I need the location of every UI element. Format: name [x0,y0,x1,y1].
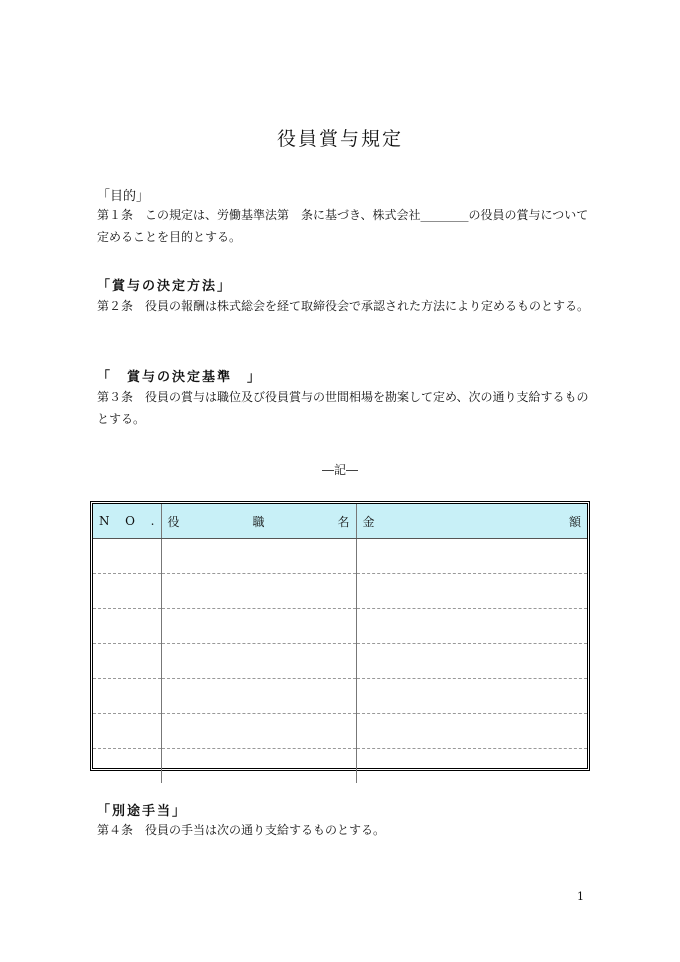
table-cell [161,539,356,574]
bonus-table [90,501,590,771]
table-cell [93,609,161,644]
table-cell [356,644,587,679]
section-heading-decision-method: 「賞与の決定方法」 [97,279,233,294]
column-header-amount [356,504,587,539]
article-2: 第２条 役員の報酬は株式総会を経て取締役会で承認された方法により定めるものとする。 [97,299,590,313]
table-cell [356,539,587,574]
document-title: 役員賞与規定 [276,128,403,150]
table-cell [161,644,356,679]
section-heading-allowance: 「別途手当」 [97,804,188,819]
page-number: 1 [577,890,584,903]
table-cell [93,714,161,749]
table-cell [93,574,161,609]
article-4: 第４条 役員の手当は次の通り支給するものとする。 [97,823,386,837]
table-cell [93,644,161,679]
section-heading-decision-criteria: 「 賞与の決定基準 」 [97,370,263,385]
table-row [93,714,587,749]
header-char: N [99,514,110,528]
section-heading-purpose: 「目的」 [97,189,150,204]
table-cell [356,679,587,714]
table-row [93,749,587,784]
table-row [93,609,587,644]
table-cell [93,749,161,784]
table-cell [161,714,356,749]
header-char: 名 [337,514,350,529]
article-3: 第３条 役員の賞与は職位及び役員賞与の世間相場を勘案して定め、次の通り支給するものとする。 [97,390,589,426]
table-row [93,574,587,609]
table-row [93,679,587,714]
table-cell [93,679,161,714]
header-char: 職 [252,514,265,529]
table-cell [161,574,356,609]
column-header-no [93,504,161,539]
header-char: 額 [568,514,581,529]
article-1: 第１条 この規定は、労働基準法第 条に基づき、株式会社________の役員の賞与について定めることを目的とする。 [97,208,589,244]
table-cell [356,574,587,609]
table-cell [161,609,356,644]
column-header-position [161,504,356,539]
header-char: O [125,514,135,528]
table-cell [161,679,356,714]
header-char: 金 [362,514,375,529]
table-cell [161,749,356,784]
header-char: 役 [167,514,180,529]
header-char: . [150,514,155,528]
table-cell [93,539,161,574]
table-cell [356,749,587,784]
ki-marker: ―記― [321,463,358,477]
table-row [93,644,587,679]
table-cell [356,714,587,749]
table-cell [356,609,587,644]
table-header-row [93,504,587,539]
table-row [93,539,587,574]
